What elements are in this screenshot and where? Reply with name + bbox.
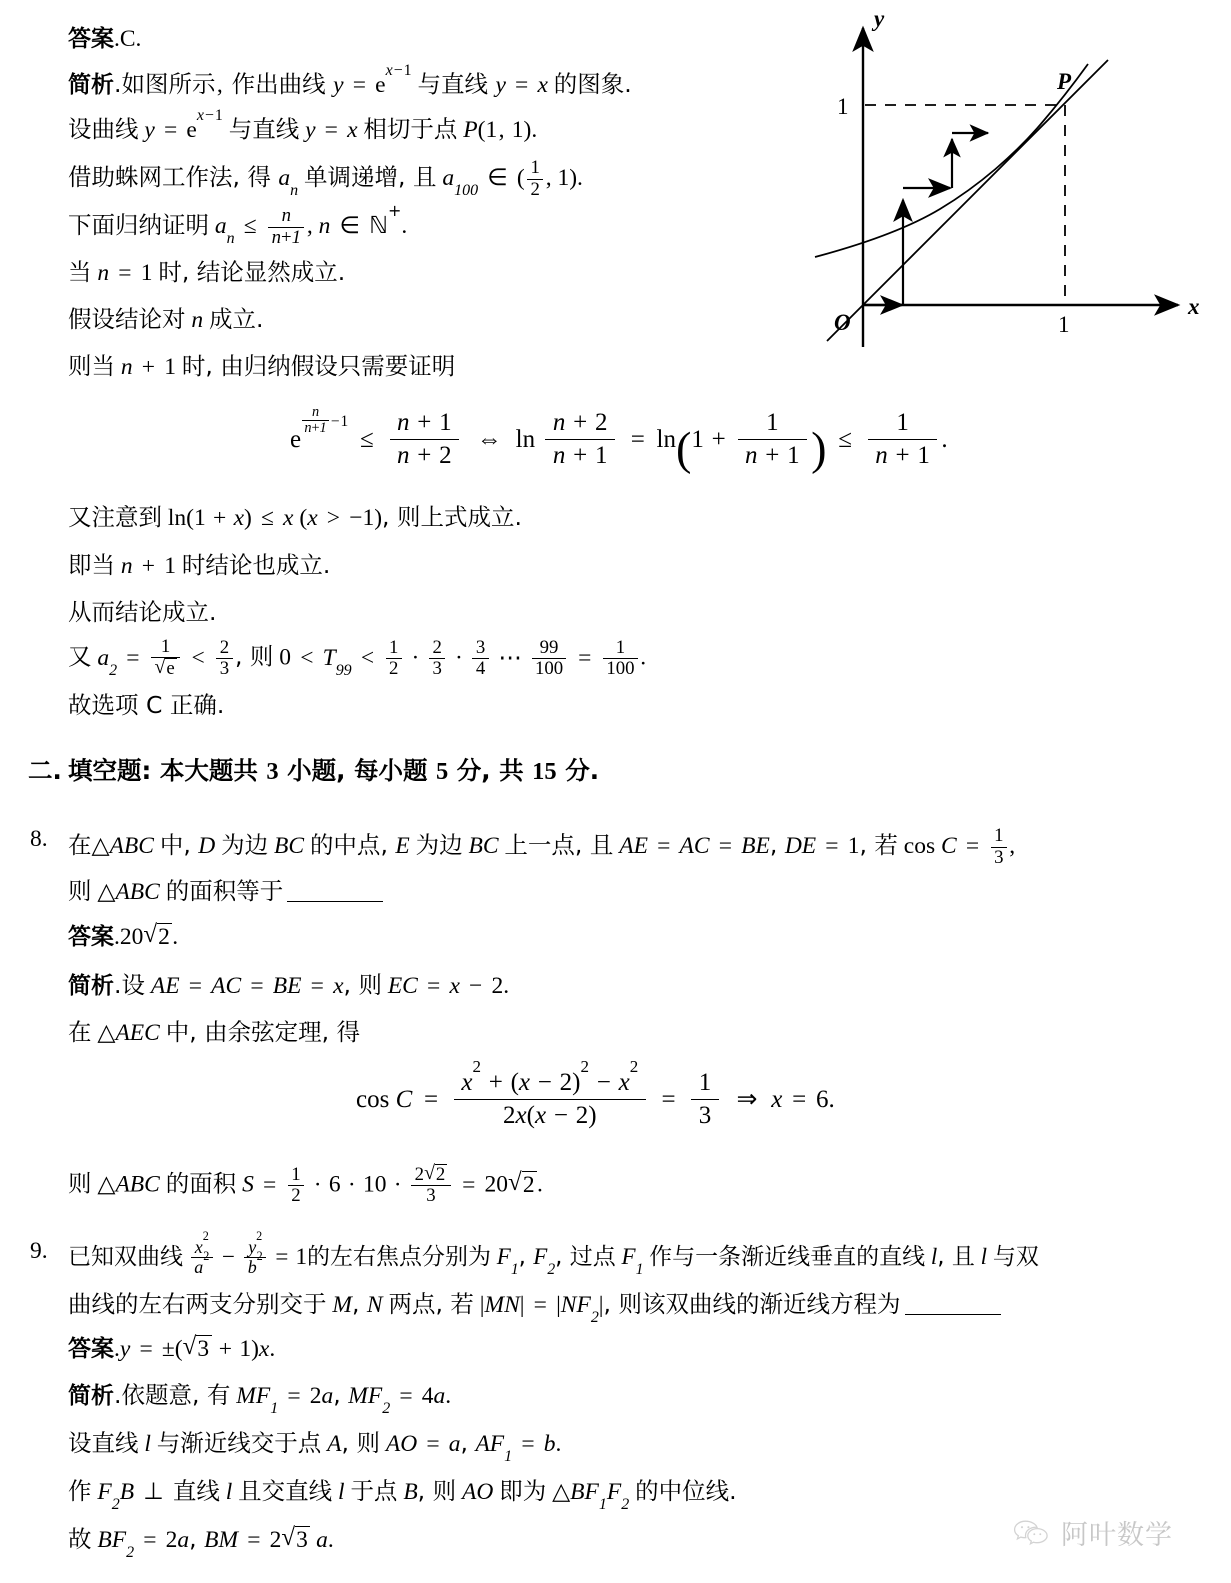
- text-seg: 在: [68, 831, 92, 859]
- text-seg: .设: [114, 971, 145, 999]
- y-axis-label: y: [874, 6, 885, 31]
- answer-blank-8[interactable]: [287, 879, 383, 902]
- text-seg: 曲线的左右两支分别交于: [68, 1290, 327, 1318]
- cobweb-svg: [790, 2, 1210, 352]
- text-seg: 中: [165, 1018, 190, 1046]
- text-seg: 假设结论对: [68, 305, 186, 333]
- analysis-1-line-1: 简析.如图所示, 作出曲线 $y = e^{x-1}$ 与直线 y = x 的图象.: [68, 62, 632, 98]
- text-seg: 为边: [415, 831, 463, 859]
- answer-label: 答案: [68, 26, 114, 52]
- text-seg: 则上式成立.: [397, 503, 522, 531]
- problem-8-area-line: 则 △ABC 的面积 S = $\frac{1}{2}$ · 6 · 10 · $\frac{2 √ 2}{3}$ = 20 √ 2.: [68, 1164, 543, 1207]
- text-seg: 已知双曲线: [68, 1244, 183, 1271]
- text-seg: 下面归纳证明: [68, 211, 209, 239]
- text-seg: 当: [68, 258, 92, 286]
- text-seg: 相切于点: [363, 115, 458, 143]
- text-seg: 即当: [68, 551, 115, 579]
- answer-c-value: .C.: [114, 26, 142, 52]
- text-seg: 过点: [569, 1244, 616, 1271]
- display-equation-cosine-rule: cos C = $\frac{x^2 + (x - 2)^2 - x^2}{2x(x - 2)}$ = $\frac{1}{3}$ ⇒ x = 6.: [356, 1057, 835, 1129]
- watermark-text: 阿叶数学: [1061, 1520, 1173, 1551]
- text-seg: 作: [68, 1477, 92, 1505]
- text-seg: 则: [68, 1169, 92, 1198]
- text-seg: 借助蛛网工作法: [68, 163, 233, 191]
- problem-8-analysis-line-1: 简析.设 AE = AC = BE = x, 则 EC = x − 2.: [68, 971, 510, 999]
- problem-number-text: 9.: [30, 1238, 48, 1264]
- text-seg: 设直线: [68, 1429, 139, 1457]
- problem-8-stem-line-2: 则 △ABC 的面积等于: [68, 872, 383, 906]
- answer-label: 答案: [68, 1336, 114, 1362]
- text-seg: 则: [358, 971, 382, 999]
- text-seg: 的中位线.: [635, 1477, 737, 1505]
- solution-line-tangent: 设曲线 $y = e^{x-1}$ 与直线 y = x 相切于点 P(1, 1).: [68, 107, 538, 143]
- y-tick-label-1: 1: [837, 94, 849, 119]
- solution-line-also: 即当 n + 1 时结论也成立.: [68, 551, 331, 579]
- section-index-text: 二.: [28, 756, 62, 785]
- section-per-score: 5: [436, 758, 449, 785]
- cobweb-diagram-figure: [790, 2, 1210, 352]
- text-seg: 的面积等于: [165, 877, 284, 905]
- solution-line-cobweb: 借助蛛网工作法, 得 $a_n$ 单调递增, 且 $a_{100}$ ∈ ( $\frac{1}{2}$ , 1).: [68, 157, 583, 200]
- text-seg: 由余弦定理: [204, 1018, 322, 1046]
- solution-line-n-equals-1: 当 n = 1 时, 结论显然成立.: [68, 258, 346, 286]
- text-seg: 从而结论成立.: [68, 598, 217, 626]
- problem-9-number: [30, 1238, 48, 1265]
- text-seg: 成立.: [209, 305, 264, 333]
- display-equation-induction: e $^{\frac{n}{n+1} -1}$ ≤ $\frac{n + 1}{n + 2}$ ⇔ ln $\frac{n + 2}{n + 1}$ = ln(1 + $\frac{1}{n + 1}$ ) ≤ $\frac{1}{n + 1}$ .: [290, 404, 948, 475]
- text-seg: 则: [68, 877, 92, 905]
- text-seg: 又: [68, 642, 92, 671]
- section-2-index: [28, 752, 62, 787]
- problem-number-text: 8.: [30, 826, 48, 852]
- text-seg: 中: [159, 831, 184, 859]
- text-seg: 两点: [388, 1290, 436, 1318]
- text-seg: 得: [336, 1018, 361, 1046]
- text-seg: 于点: [350, 1477, 398, 1505]
- section-total-score: 15: [532, 758, 557, 785]
- text-seg: 又注意到: [68, 503, 162, 531]
- problem-9-analysis-line-4: 故 $BF_2 = 2a$, BM = 2 √ 3 a.: [68, 1520, 334, 1554]
- problem-9-stem-line-1: 已知双曲线 $\frac{x^2}{a^2}$ − $\frac{y^2}{b^2}$ = 1的左右焦点分别为 $F_1$, $F_2$, 过点 $F_1$ 作与一条渐近线垂直的直线 l, 且 l 与双: [68, 1228, 1039, 1278]
- text-seg: 即为: [499, 1477, 547, 1505]
- section-question-count: 3: [266, 758, 279, 785]
- text-seg: 若: [874, 831, 898, 859]
- analysis-label: 简析: [68, 973, 114, 999]
- origin-label: O: [834, 310, 851, 335]
- solution-line-induction: 下面归纳证明 $a_n$ ≤ $\frac{n}{n+1}$ , n ∈ ℕ+.: [68, 201, 408, 248]
- problem-9-analysis-line-2: 设直线 l 与渐近线交于点 A, 则 AO = a, $AF_1 = b$.: [68, 1429, 562, 1466]
- problem-8-analysis-line-2: 在 △AEC 中, 由余弦定理, 得: [68, 1018, 361, 1046]
- problem-8-answer: 答案.20 √ 2.: [68, 918, 178, 951]
- watermark: [1012, 1513, 1173, 1552]
- text-seg: 则: [432, 1477, 457, 1505]
- answer-label: 答案: [68, 924, 114, 950]
- text-seg: 结论显然成立.: [196, 258, 346, 286]
- section-detail-mid: 小题, 每小题: [278, 756, 437, 785]
- analysis-label: 简析: [68, 72, 114, 98]
- text-seg: 由归纳假设只需要证明: [220, 352, 456, 380]
- problem-9-answer: 答案.y = ±( √ 3 + 1)x.: [68, 1330, 275, 1363]
- text-seg: 设曲线: [68, 115, 139, 143]
- identity-line: [827, 60, 1108, 341]
- text-seg: 直线: [172, 1477, 220, 1505]
- point-p-label: P: [1057, 69, 1072, 94]
- text-seg: 且: [412, 163, 437, 191]
- text-seg: 为边: [221, 831, 269, 859]
- problem-9-analysis-line-1: 简析.依题意, 有 $MF_1 = 2a$, $MF_2 = 4a$.: [68, 1381, 452, 1418]
- text-seg: 时: [181, 352, 206, 380]
- text-seg: 与双: [992, 1244, 1039, 1271]
- section-detail-mid2: 分, 共: [448, 756, 533, 785]
- problem-9-stem-line-2: 曲线的左右两支分别交于 M, N 两点, 若 $|MN| = |NF_2|$, 则该双曲线的渐近线方程为: [68, 1285, 1001, 1319]
- section-detail-suffix: 分.: [556, 756, 600, 785]
- solution-line-note-ln: 又注意到 ln(1 + x) ≤ x (x > −1), 则上式成立.: [68, 503, 522, 531]
- text-seg: 的中点: [309, 831, 381, 859]
- x-axis-label: x: [1188, 294, 1200, 319]
- text-seg: 且: [589, 831, 614, 859]
- answer-blank-9[interactable]: [905, 1292, 1001, 1315]
- solution-line-thus: [68, 593, 216, 627]
- text-seg: 且: [951, 1244, 975, 1271]
- text-seg: 单调递增: [304, 163, 399, 191]
- text-seg: 时: [158, 258, 182, 286]
- text-seg: 若: [450, 1290, 474, 1318]
- text-seg: 上一点: [504, 831, 575, 859]
- text-seg: .依题意, 有: [114, 1381, 231, 1409]
- answer-c-line: [68, 20, 141, 53]
- section-detail-prefix: : 本大题共: [141, 756, 267, 785]
- text-seg: 在: [68, 1018, 92, 1046]
- text-seg: 则: [249, 642, 274, 671]
- text-seg: 则当: [68, 352, 115, 380]
- text-seg: 则: [356, 1429, 380, 1457]
- analysis-label: 简析: [68, 1383, 114, 1409]
- wechat-icon: [1012, 1518, 1052, 1548]
- problem-8-number: [30, 826, 48, 853]
- section-title: 填空题: [68, 756, 142, 785]
- solution-line-choose-c: [68, 686, 224, 720]
- text-seg: 时结论也成立.: [181, 551, 331, 579]
- section-2-heading: [68, 752, 599, 787]
- text-seg: 的面积: [165, 1169, 237, 1198]
- text-seg: 且交直线: [238, 1477, 333, 1505]
- text-seg: 与直线: [228, 115, 300, 143]
- text-seg: 故: [68, 1525, 92, 1553]
- problem-9-analysis-line-3: 作 $F_2B$ ⊥ 直线 l 且交直线 l 于点 B, 则 AO 即为 $\triangle BF_1F_2$ 的中位线.: [68, 1477, 737, 1514]
- text-seg: 故选项 C 正确.: [68, 691, 225, 719]
- x-tick-label-1: 1: [1058, 312, 1070, 337]
- solution-line-a2: 又 $a_2$ = 1 √ e < $\frac{2}{3}$ , 则 $0 < T_{99}$ < $\frac{1}{2}$ · $\frac{2}{3}$ · $\frac{3}{4}$ ⋯ $\frac{99}{100}$ = $\frac{1}{100}$ .: [68, 637, 646, 680]
- solution-line-then: 则当 n + 1 时, 由归纳假设只需要证明: [68, 352, 456, 380]
- text-seg: 则该双曲线的渐近线方程为: [618, 1290, 901, 1318]
- text-seg: 作与一条渐近线垂直的直线: [649, 1244, 926, 1271]
- problem-8-stem-line-1: 在△ABC 中, D 为边 BC 的中点, E 为边 BC 上一点, 且 AE = AC = BE, DE = 1, 若 cos C = $\frac{1}{3}$ ,: [68, 825, 1016, 868]
- text-seg: 的左右焦点分别为: [307, 1244, 492, 1271]
- solution-line-assume: 假设结论对 n 成立.: [68, 305, 264, 333]
- text-seg: 与渐近线交于点: [156, 1429, 322, 1457]
